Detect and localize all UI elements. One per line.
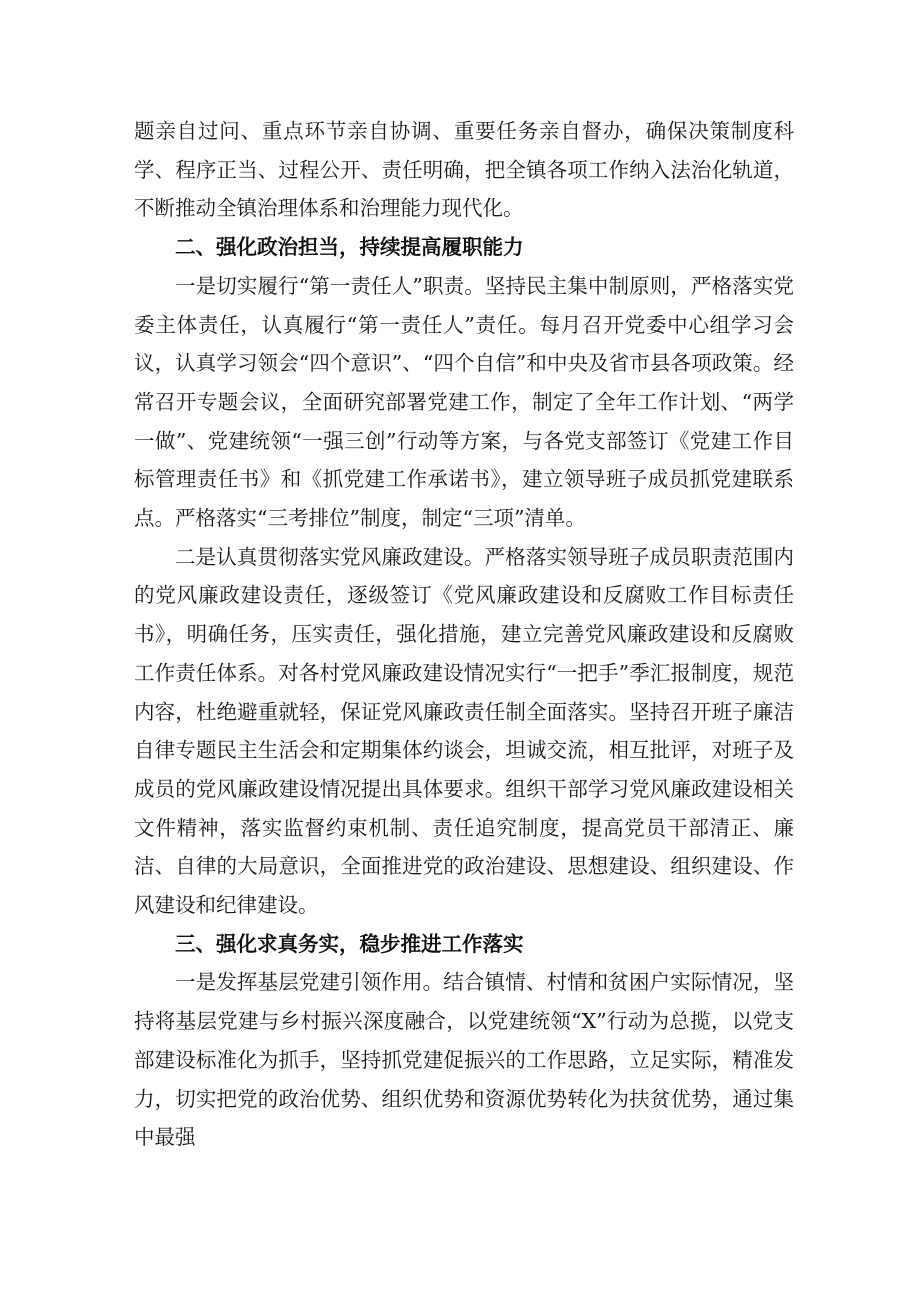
paragraph-first-responsible: 一是切实履行“第一责任人”职责。坚持民主集中制原则，严格落实党委主体责任，认真履行“第一责任人”责任。每月召开党委中心组学习会议，认真学习领会“四个意识”、“四个自信”和中央及省市县各项政策。经常召开专题会议，全面研究部署党建工作，制定了全年工作计划、“两学一做”、党建统领“一强三创”行动等方案，与各党支部签订《党建工作目标管理责任书》和《抓党建工作承诺书》，建立领导班子成员抓党建联系点。严格落实“三考排位”制度，制定“三项”清单。 xyxy=(134,273,794,531)
section-heading-2: 二、强化政治担当，持续提高履职能力 xyxy=(175,235,524,260)
document-body xyxy=(134,112,794,1157)
paragraph-grassroots-party: 一是发挥基层党建引领作用。结合镇情、村情和贫困户实际情况，坚持将基层党建与乡村振兴深度融合，以党建统领“X”行动为总揽，以党支部建设标准化为抓手，坚持抓党建促振兴的工作思路，立足实际，精准发力，切实把党的政治优势、组织优势和资源优势转化为扶贫优势，通过集中最强 xyxy=(134,970,794,1150)
paragraph-continuation: 题亲自过问、重点环节亲自协调、重要任务亲自督办，确保决策制度科学、程序正当、过程公开、责任明确，把全镇各项工作纳入法治化轨道，不断推动全镇治理体系和治理能力现代化。 xyxy=(134,119,794,221)
paragraph-integrity-building: 二是认真贯彻落实党风廉政建设。严格落实领导班子成员职责范围内的党风廉政建设责任，逐级签订《党风廉政建设和反腐败工作目标责任书》，明确任务，压实责任，强化措施，建立完善党风廉政建设和反腐败工作责任体系。对各村党风廉政建设情况实行“一把手”季汇报制度，规范内容，杜绝避重就轻，保证党风廉政责任制全面落实。坚持召开班子廉洁自律专题民主生活会和定期集体约谈会，坦诚交流，相互批评，对班子及成员的党风廉政建设情况提出具体要求。组织干部学习党风廉政建设相关文件精神，落实监督约束机制、责任追究制度，提高党员干部清正、廉洁、自律的大局意识，全面推进党的政治建设、思想建设、组织建设、作风建设和纪律建设。 xyxy=(134,544,794,918)
section-heading-3: 三、强化求真务实，稳步推进工作落实 xyxy=(175,931,524,956)
